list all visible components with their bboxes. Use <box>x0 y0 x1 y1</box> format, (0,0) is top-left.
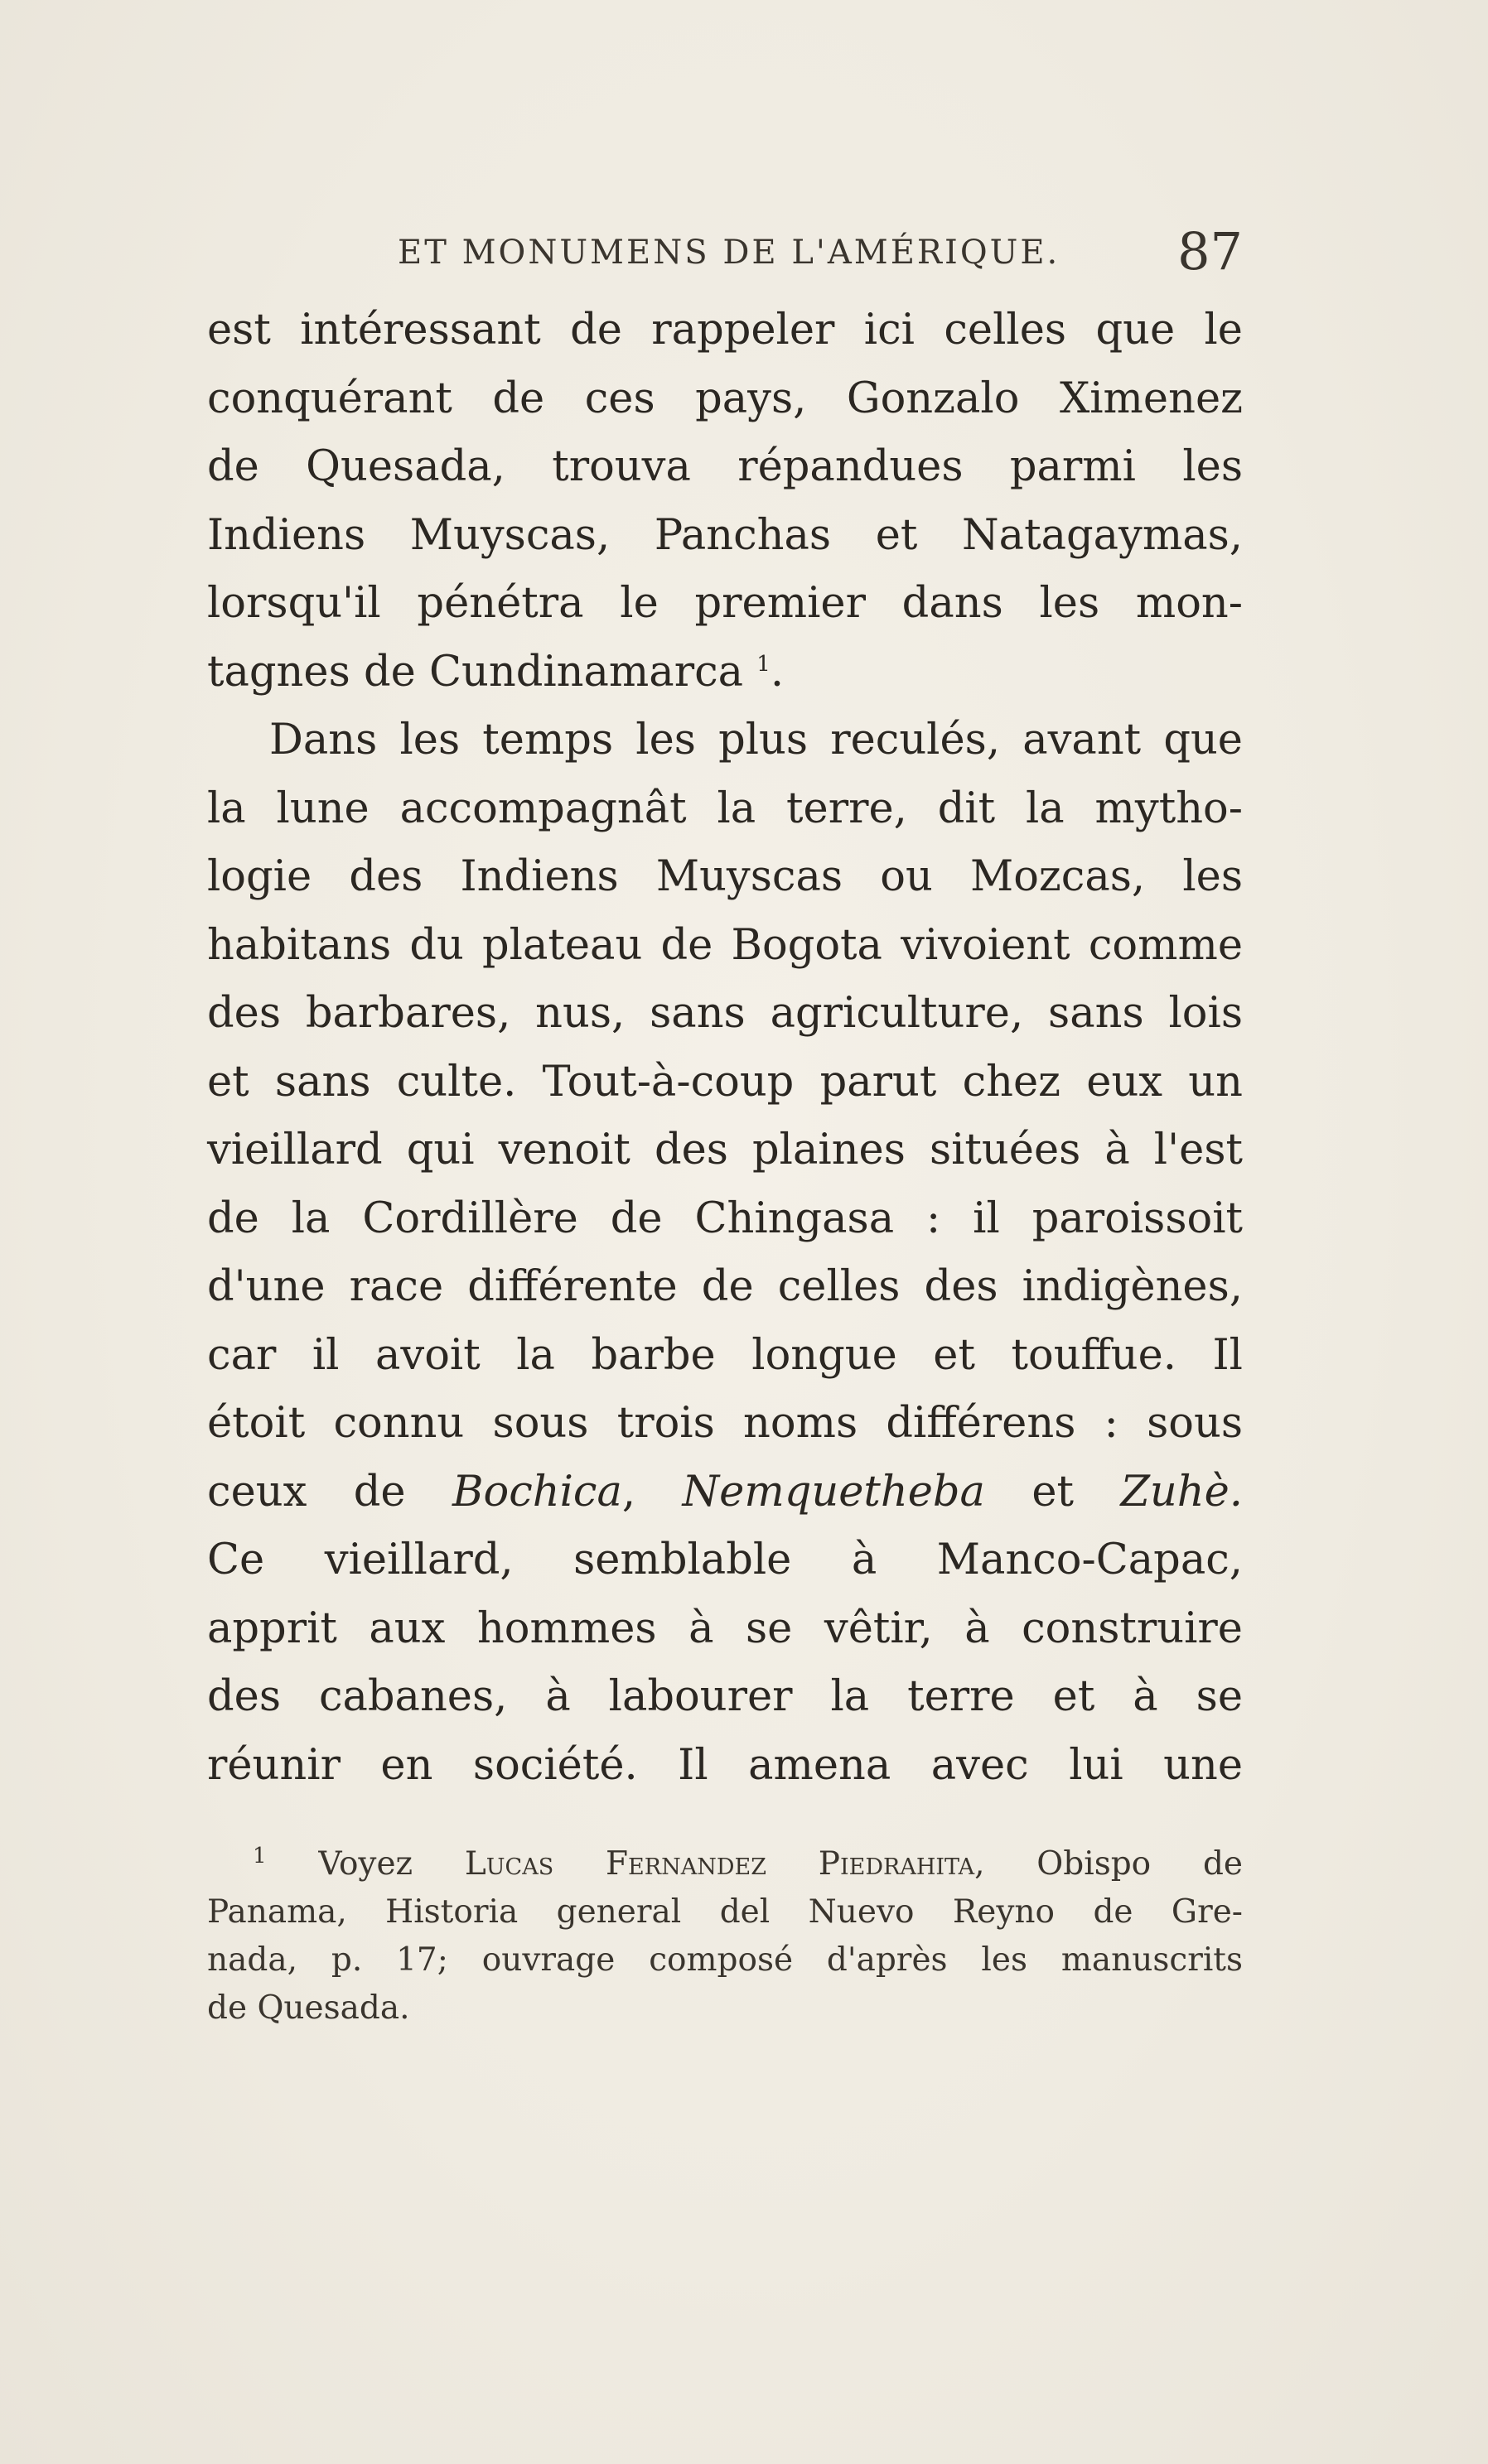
text-line: vieillard qui venoit des plaines situées à l'est <box>207 1126 1243 1174</box>
text-line: est intéressant de rappeler ici celles que le <box>207 306 1243 354</box>
page-header <box>207 217 1243 292</box>
text-line: lorsqu'il pénétra le premier dans les mon- <box>207 579 1243 628</box>
footnote-line: nada, p. 17; ouvrage composé d'après les manuscrits <box>207 1941 1243 1979</box>
footnote-line <box>207 1840 1243 1888</box>
paragraph-start-line: Dans les temps les plus reculés, avant que <box>269 716 1243 764</box>
text-fragment: Voyez <box>318 1845 465 1883</box>
footnote-marker: 1 <box>253 1844 267 1868</box>
text-line: Ce vieillard, semblable à Manco-Capac, <box>207 1536 1243 1584</box>
text-line: réunir en société. Il amena avec lui une <box>207 1740 1243 1790</box>
footnote <box>207 1840 1243 2032</box>
text-line: et sans culte. Tout-à-coup parut chez eux un <box>207 1057 1243 1107</box>
text-line: la lune accompagnât la terre, dit la mytho- <box>207 784 1243 833</box>
text-line <box>207 1459 1243 1527</box>
text-line: Indiens Muyscas, Panchas et Natagaymas, <box>207 510 1243 560</box>
text-line: des cabanes, à labourer la terre et à se <box>207 1672 1243 1721</box>
text-line: habitans du plateau de Bogota vivoient comme <box>207 920 1243 970</box>
text-line: étoit connu sous trois noms différens : sous <box>207 1399 1243 1448</box>
page-number: 87 <box>1177 221 1243 282</box>
text-fragment: ceux de <box>207 1467 453 1516</box>
italic-name-nemquetheba: Nemquetheba <box>682 1467 985 1516</box>
text-fragment: . <box>770 647 785 697</box>
text-line: conquérant de ces pays, Gonzalo Ximenez <box>207 374 1243 423</box>
text-fragment: et <box>984 1467 1121 1516</box>
text-line: car il avoit la barbe longue et touffue. Il <box>207 1330 1243 1380</box>
text-line: d'une race différente de celles des indigènes, <box>207 1262 1243 1311</box>
text-fragment: , Obispo de <box>974 1845 1244 1883</box>
text-line: logie des Indiens Muyscas ou Mozcas, les <box>207 852 1243 901</box>
footnote-reference: 1 <box>756 651 771 677</box>
footnote-line: de Quesada. <box>207 1989 410 2027</box>
body-text <box>207 297 1243 1800</box>
author-name: Lucas Fernandez Piedrahita <box>464 1845 975 1883</box>
text-line: de Quesada, trouva répandues parmi les <box>207 442 1243 491</box>
running-head: ET MONUMENS DE L'AMÉRIQUE. <box>398 234 1060 272</box>
text-line <box>207 639 1243 707</box>
italic-name-bochica: Bochica <box>452 1467 622 1516</box>
text-fragment: tagnes de Cundinamarca <box>207 647 744 697</box>
text-line: apprit aux hommes à se vêtir, à construire <box>207 1603 1243 1653</box>
text-line: des barbares, nus, sans agriculture, sans lois <box>207 989 1243 1038</box>
italic-name-zuhe: Zuhè. <box>1120 1467 1243 1516</box>
footnote-line: Panama, Historia general del Nuevo Reyno de Gre- <box>207 1893 1243 1931</box>
text-fragment: , <box>621 1467 683 1516</box>
text-line: de la Cordillère de Chingasa : il paroissoit <box>207 1193 1243 1243</box>
